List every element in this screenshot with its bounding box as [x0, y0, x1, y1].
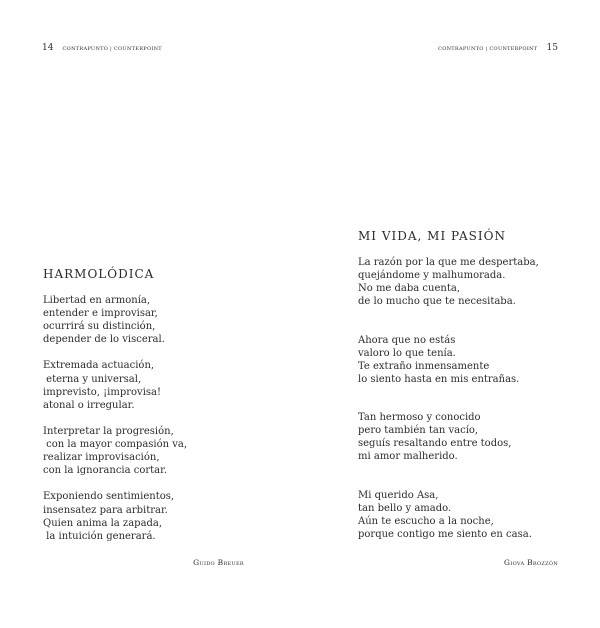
poem-title: MI VIDA, MI PASIÓN [358, 229, 506, 243]
poem-line: Libertad en armonía, [43, 295, 151, 306]
poem-line: Exponiendo sentimientos, [43, 491, 175, 503]
poem-line: La razón por la que me despertaba, [358, 257, 539, 268]
running-head-right [438, 35, 558, 54]
poem-line: Ahora que no estás [358, 334, 456, 346]
poem-line: atonal o irregular. [43, 399, 135, 411]
poem-line: entender e improvisar, [43, 308, 158, 320]
stanza [43, 294, 187, 346]
poem-line: con la ignorancia cortar. [43, 465, 168, 477]
poem-line: mi amor malherido. [358, 451, 458, 463]
poem-line: Extremada actuación, [43, 360, 155, 372]
stanza [43, 490, 187, 542]
page-number: 14 [42, 43, 54, 53]
stanza [358, 411, 539, 463]
right-page [300, 0, 600, 628]
running-head-title: CONTRAPUNTO | COUNTERPOINT [62, 46, 162, 52]
poem-line: imprevisto, ¡improvisa! [43, 386, 162, 398]
poem-line: ocurrirá su distinción, [43, 321, 156, 333]
stanza [358, 489, 539, 541]
poem-line: No me daba cuenta, [358, 283, 460, 295]
running-head-title: CONTRAPUNTO | COUNTERPOINT [438, 46, 538, 52]
poem-author: Giova Brozzón [504, 558, 558, 567]
poem-line: tan bello y amado. [358, 502, 452, 514]
poem-body [358, 256, 539, 566]
page-number: 15 [546, 43, 558, 53]
poem-line: Quien anima la zapada, [43, 517, 163, 529]
poem-line: lo siento hasta en mis entrañas. [358, 373, 520, 385]
poem-body [43, 294, 187, 556]
poem-line: la intuición generará. [43, 530, 156, 542]
running-head-left [42, 35, 162, 54]
poem-line: Mi querido Asa, [358, 489, 439, 501]
poem-line: depender de lo visceral. [43, 334, 165, 346]
stanza [43, 425, 187, 477]
poem-line: insensatez para arbitrar. [43, 504, 168, 516]
poem-line: realizar improvisación, [43, 452, 160, 464]
stanza [358, 256, 539, 308]
poem-line: Aún te escucho a la noche, [358, 515, 494, 527]
poem-title: HARMOLÓDICA [43, 267, 155, 281]
poem-line: seguís resaltando entre todos, [358, 438, 512, 450]
stanza [358, 334, 539, 386]
poem-line: valoro lo que tenía. [358, 347, 456, 359]
poem-line: Tan hermoso y conocido [358, 412, 481, 424]
poem-line: Interpretar la progresión, [43, 425, 174, 437]
poem-line: pero también tan vacío, [358, 425, 479, 437]
poem-author: Guido Breuer [193, 558, 244, 567]
poem-line: de lo mucho que te necesitaba. [358, 296, 516, 308]
poem-line: porque contigo me siento en casa. [358, 528, 532, 540]
poem-line: Te extraño inmensamente [358, 360, 490, 372]
poem-line: con la mayor compasión va, [43, 439, 188, 451]
poem-line: eterna y universal, [43, 373, 142, 385]
stanza [43, 359, 187, 411]
poem-line: quejándome y malhumorada. [358, 270, 506, 282]
